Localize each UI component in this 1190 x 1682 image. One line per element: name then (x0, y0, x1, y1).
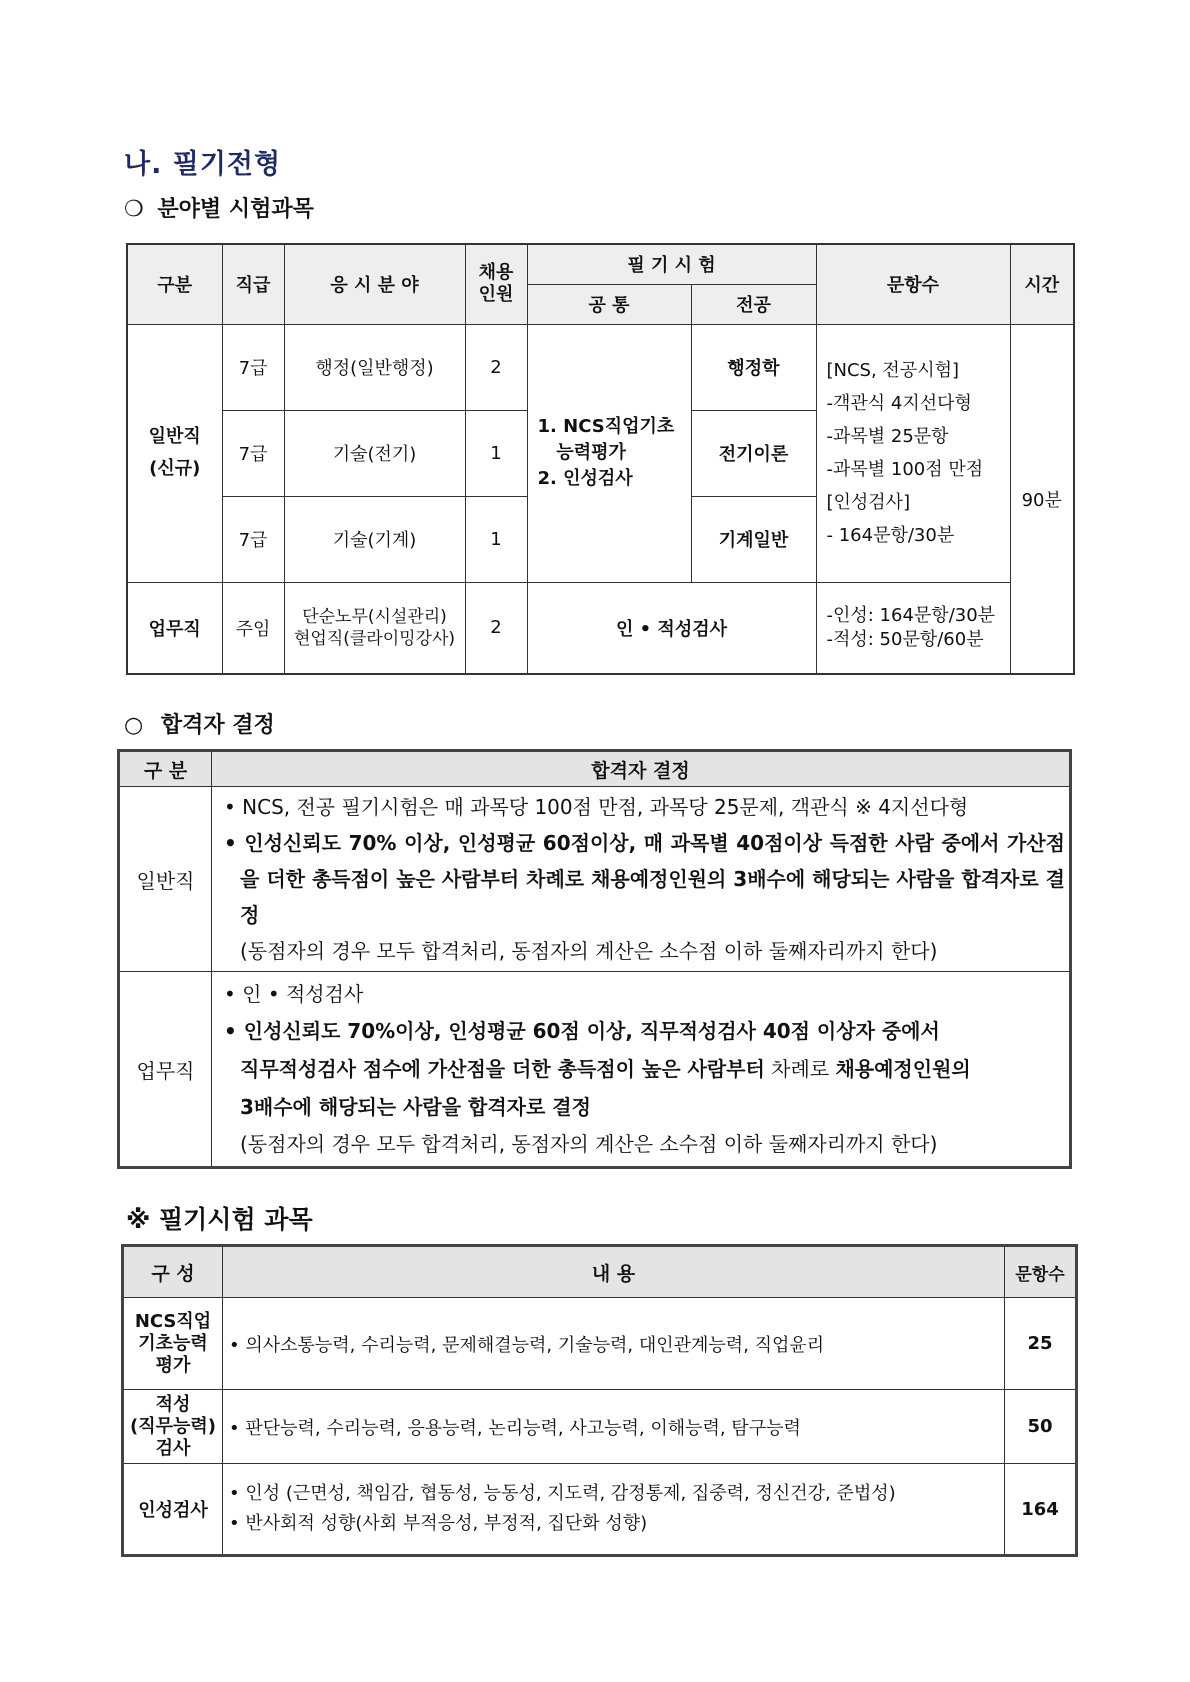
header-hires: 채용 인원 (465, 244, 527, 324)
row-field: 행정(일반행정) (284, 324, 465, 410)
row-grade: 7급 (222, 410, 284, 496)
section-title: 나. 필기전형 (124, 149, 282, 180)
header-major: 전공 (691, 284, 816, 324)
header-count: 문항수 (1005, 1246, 1077, 1298)
office-hires: 2 (465, 582, 527, 674)
office-line-1: • 인 • 적성검사 (224, 982, 364, 1006)
header-category: 구 분 (119, 751, 212, 787)
row-hires: 1 (465, 496, 527, 582)
office-line-2b-normal: 차례로 (764, 1057, 836, 1081)
office-grade: 주임 (222, 582, 284, 674)
row-field: 기술(기계) (284, 496, 465, 582)
office-field: 단순노무(시설관리) 현업직(클라이밍강사) (284, 582, 465, 674)
header-written: 필 기 시 험 (527, 244, 816, 284)
office-questions: -인성: 164문항/30분 -적성: 50문항/60분 (816, 582, 1010, 674)
row-field: 기술(전기) (284, 410, 465, 496)
office-category: 업무직 (127, 582, 222, 674)
row-count: 50 (1005, 1390, 1077, 1464)
row-grade: 7급 (222, 324, 284, 410)
pass-decision-table (117, 749, 1072, 1169)
header-composition: 구 성 (123, 1246, 223, 1298)
office-label: 업무직 (119, 972, 212, 1168)
questions-general: [NCS, 전공시험] -객관식 4지선다형 -과목별 25문항 -과목별 100점 만점 [인성검사] - 164문항/30분 (816, 324, 1010, 582)
circle-bullet-icon: ○ (124, 713, 144, 738)
office-line-2b-bold2: 채용예정인원의 (835, 1057, 971, 1081)
circle-bullet-icon: ❍ (124, 197, 144, 222)
row-hires: 1 (465, 410, 527, 496)
office-line-2c: 3배수에 해당되는 사람을 합격자로 결정 (240, 1095, 591, 1119)
general-line-3: (동점자의 경우 모두 합격처리, 동점자의 계산은 소수점 이하 둘째자리까지 한다) (240, 939, 938, 963)
header-category: 구분 (127, 244, 222, 324)
row-grade: 7급 (222, 496, 284, 582)
office-line-2b (218, 1050, 1065, 1088)
office-line-3: (동점자의 경우 모두 합격처리, 동점자의 계산은 소수점 이하 둘째자리까지 한다) (240, 1132, 938, 1156)
row-label: 적성 (직무능력) 검사 (123, 1390, 223, 1464)
note-heading: ※ 필기시험 과목 (126, 1205, 313, 1234)
header-decision: 합격자 결정 (212, 751, 1071, 787)
header-field: 응 시 분 야 (284, 244, 465, 324)
subject-heading-text: 분야별 시험과목 (157, 197, 314, 222)
header-questions: 문항수 (816, 244, 1010, 324)
exam-subject-table (126, 243, 1075, 675)
general-line-1: • NCS, 전공 필기시험은 매 과목당 100점 만점, 과목당 25문제, 객관식 ※ 4지선다형 (224, 795, 969, 819)
general-label: 일반직 (119, 787, 212, 972)
row-label: 인성검사 (123, 1464, 223, 1556)
row-major: 행정학 (691, 324, 816, 410)
office-common: 인 • 적성검사 (527, 582, 816, 674)
row-major: 기계일반 (691, 496, 816, 582)
general-decision (212, 787, 1071, 972)
header-grade: 직급 (222, 244, 284, 324)
row-content: • 의사소통능력, 수리능력, 문제해결능력, 기술능력, 대인관계능력, 직업윤리 (223, 1298, 1005, 1390)
row-count: 25 (1005, 1298, 1077, 1390)
header-time: 시간 (1010, 244, 1074, 324)
office-decision (212, 972, 1071, 1168)
header-content: 내 용 (223, 1246, 1005, 1298)
pass-heading-text: 합격자 결정 (160, 713, 275, 738)
row-content: • 인성 (근면성, 책임감, 협동성, 능동성, 지도력, 감정통제, 집중력, 정신건강, 준법성) • 반사회적 성향(사회 부적응성, 부정적, 집단화 성향) (223, 1464, 1005, 1556)
subject-heading (124, 192, 314, 223)
office-line-2a: • 인성신뢰도 70%이상, 인성평균 60점 이상, 직무적성검사 40점 이상자 중에서 (224, 1019, 940, 1043)
office-line-2b-bold: 직무적성검사 점수에 가산점을 더한 총득점이 높은 사람부터 (240, 1057, 765, 1081)
time-all: 90분 (1010, 324, 1074, 674)
row-hires: 2 (465, 324, 527, 410)
common-general: 1. NCS직업기초 능력평가 2. 인성검사 (527, 324, 691, 582)
row-content: • 판단능력, 수리능력, 응용능력, 논리능력, 사고능력, 이해능력, 탐구능력 (223, 1390, 1005, 1464)
row-count: 164 (1005, 1464, 1077, 1556)
group-general: 일반직 (신규) (127, 324, 222, 582)
row-major: 전기이론 (691, 410, 816, 496)
pass-heading (124, 708, 275, 739)
header-common: 공 통 (527, 284, 691, 324)
general-line-2: • 인성신뢰도 70% 이상, 인성평균 60점이상, 매 과목별 40점이상 득점한 사람 중에서 가산점을 더한 총득점이 높은 사람부터 차례로 채용예정인원의 3배수에 해당되는 사람을 합격자로 결정 (224, 831, 1065, 927)
written-subject-table (121, 1244, 1078, 1557)
row-label: NCS직업 기초능력 평가 (123, 1298, 223, 1390)
